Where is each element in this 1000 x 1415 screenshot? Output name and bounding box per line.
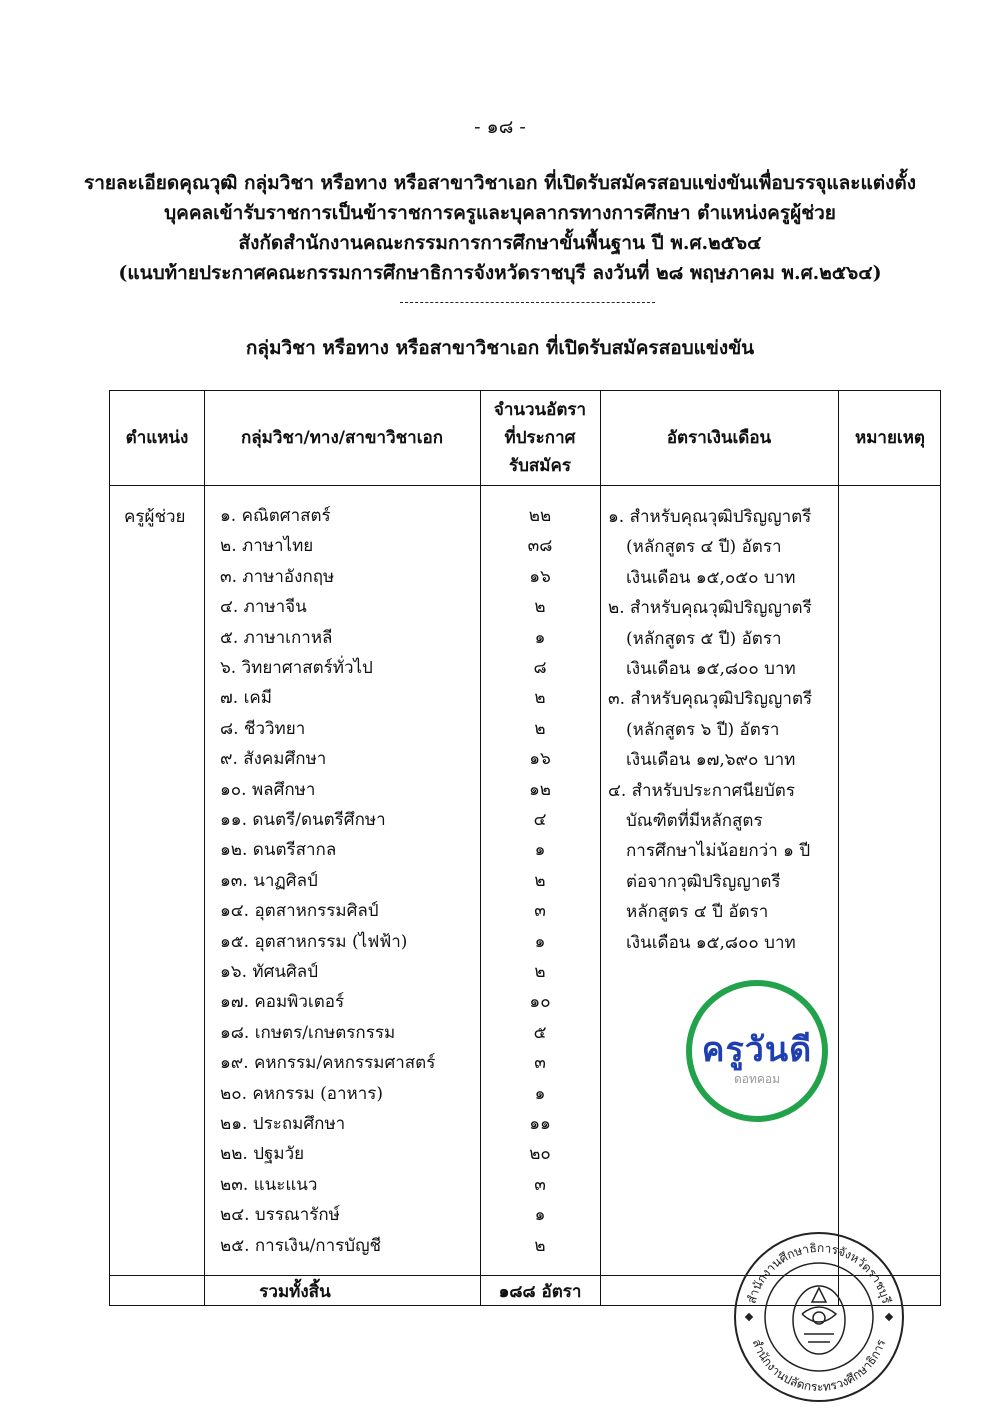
salary-cell xyxy=(600,502,840,958)
position-count: ๘ xyxy=(533,658,547,678)
header-line-2: บุคคลเข้ารับราชการเป็นข้าราชการครูและบุคลากรทางการศึกษา ตำแหน่งครูผู้ช่วย xyxy=(164,202,836,224)
salary-line: ๒. สำหรับคุณวุฒิปริญญาตรี xyxy=(608,598,812,619)
position-count: ๒ xyxy=(534,870,546,891)
subject-name: ๑๘. เกษตร/เกษตรกรรม xyxy=(220,1022,396,1043)
table-subtitle: กลุ่มวิชา หรือทาง หรือสาขาวิชาเอก ที่เปิดรับสมัครสอบแข่งขัน xyxy=(245,337,755,359)
subject-name: ๔. ภาษาจีน xyxy=(220,597,307,618)
page-number: - ๑๘ - xyxy=(474,116,526,138)
position-count: ๒๒ xyxy=(528,506,552,526)
salary-line: (หลักสูตร ๖ ปี) อัตรา xyxy=(626,719,780,740)
subject-name: ๘. ชีววิทยา xyxy=(220,718,306,739)
header-position: ตำแหน่ง xyxy=(125,428,189,448)
subject-name: ๙. สังคมศึกษา xyxy=(220,749,327,770)
salary-line: เงินเดือน ๑๕,๘๐๐ บาท xyxy=(626,659,796,680)
header-count xyxy=(480,391,600,485)
subject-name: ๒๒. ปฐมวัย xyxy=(220,1144,305,1165)
salary-line: บัณฑิตที่มีหลักสูตร xyxy=(626,811,763,832)
positions-table xyxy=(109,390,941,1306)
total-value: ๑๘๘ อัตรา xyxy=(498,1282,582,1302)
position-count: ๑๑ xyxy=(529,1114,551,1134)
position-count: ๓ xyxy=(534,1053,546,1074)
salary-line: (หลักสูตร ๔ ปี) อัตรา xyxy=(626,537,782,558)
table-row xyxy=(110,1200,942,1230)
table-row xyxy=(110,1139,942,1169)
subject-name: ๒๓. แนะแนว xyxy=(220,1174,318,1195)
position-count: ๑ xyxy=(534,931,546,952)
seal-ornament-icon xyxy=(745,1313,893,1321)
header-line-3: สังกัดสำนักงานคณะกรรมการการศึกษาขั้นพื้นฐาน ปี พ.ศ.๒๕๖๔ xyxy=(238,232,762,254)
seal-emblem-icon xyxy=(793,1286,845,1354)
subject-name: ๓. ภาษาอังกฤษ xyxy=(220,566,335,587)
subject-name: ๑๓. นาฏศิลป์ xyxy=(220,870,318,891)
subject-name: ๑. คณิตศาสตร์ xyxy=(220,506,331,526)
position-count: ๑๖ xyxy=(529,749,551,770)
salary-line: ๓. สำหรับคุณวุฒิปริญญาตรี xyxy=(608,689,813,710)
subject-name: ๒๐. คหกรรม (อาหาร) xyxy=(220,1083,384,1104)
position-count: ๒ xyxy=(534,718,546,739)
subject-name: ๑๐. พลศึกษา xyxy=(220,779,316,800)
header-line-1: รายละเอียดคุณวุฒิ กลุ่มวิชา หรือทาง หรือสาขาวิชาเอก ที่เปิดรับสมัครสอบแข่งขันเพื่อบรรจุและแต่งตั้ง xyxy=(84,172,916,194)
header-count-line: ที่ประกาศ xyxy=(504,428,576,448)
header-divider xyxy=(400,302,655,303)
table-row xyxy=(110,1170,942,1200)
header-remark: หมายเหตุ xyxy=(855,428,925,448)
header-subject: กลุ่มวิชา/ทาง/สาขาวิชาเอก xyxy=(240,428,444,448)
subject-name: ๒๔. บรรณารักษ์ xyxy=(220,1205,340,1226)
position-count: ๑ xyxy=(534,840,546,861)
salary-line: การศึกษาไม่น้อยกว่า ๑ ปี xyxy=(626,841,811,862)
salary-line: เงินเดือน ๑๕,๘๐๐ บาท xyxy=(626,932,796,953)
salary-line: ๑. สำหรับคุณวุฒิปริญญาตรี xyxy=(608,507,812,527)
position-cell: ครูผู้ช่วย xyxy=(124,507,186,527)
salary-line: เงินเดือน ๑๗,๖๙๐ บาท xyxy=(626,750,796,771)
subject-name: ๖. วิทยาศาสตร์ทั่วไป xyxy=(220,658,373,678)
position-count: ๓ xyxy=(534,901,546,922)
position-count: ๑ xyxy=(534,1205,546,1226)
position-count: ๑๐ xyxy=(529,992,551,1013)
position-count: ๓ xyxy=(534,1174,546,1195)
position-count: ๕ xyxy=(533,1022,547,1043)
position-count: ๑ xyxy=(534,1083,546,1104)
header-count-line: จำนวนอัตรา xyxy=(493,400,587,420)
subject-name: ๗. เคมี xyxy=(220,688,272,709)
subject-name: ๑๑. ดนตรี/ดนตรีศึกษา xyxy=(220,810,386,830)
position-count: ๒๐ xyxy=(529,1144,551,1165)
subject-name: ๑๙. คหกรรม/คหกรรมศาสตร์ xyxy=(220,1053,436,1074)
position-count: ๒ xyxy=(534,962,546,982)
position-count: ๓๘ xyxy=(527,536,553,557)
salary-line: เงินเดือน ๑๕,๐๕๐ บาท xyxy=(626,567,796,588)
official-seal-stamp xyxy=(732,1230,906,1404)
seal-top-text: สำนักงานศึกษาธิการจังหวัดราชบุรี xyxy=(744,1240,894,1306)
subject-name: ๕. ภาษาเกาหลี xyxy=(220,627,333,648)
position-count: ๔ xyxy=(533,810,547,830)
subject-name: ๒๑. ประถมศึกษา xyxy=(220,1114,346,1134)
watermark-badge xyxy=(686,980,828,1122)
subject-name: ๒. ภาษาไทย xyxy=(220,536,314,557)
position-count: ๒ xyxy=(534,688,546,709)
seal-bottom-text: สำนักงานปลัดกระทรวงศึกษาธิการ xyxy=(749,1337,889,1395)
salary-line: หลักสูตร ๔ ปี อัตรา xyxy=(626,902,769,923)
watermark-subtitle: ดอทคอม xyxy=(733,1072,781,1086)
salary-line: ๔. สำหรับประกาศนียบัตร xyxy=(608,780,795,801)
watermark-title: ครูวันดี xyxy=(701,1030,813,1070)
position-count: ๑๖ xyxy=(529,566,551,587)
subject-name: ๑๕. อุตสาหกรรม (ไฟฟ้า) xyxy=(220,931,408,952)
subject-name: ๑๖. ทัศนศิลป์ xyxy=(220,962,319,982)
header-salary: อัตราเงินเดือน xyxy=(666,428,772,448)
header-line-4: (แนบท้ายประกาศคณะกรรมการศึกษาธิการจังหวัดราชบุรี ลงวันที่ ๒๘ พฤษภาคม พ.ศ.๒๕๖๔) xyxy=(118,262,882,284)
position-count: ๒ xyxy=(534,597,546,618)
table-row xyxy=(110,1109,942,1139)
header-count-line: รับสมัคร xyxy=(508,456,571,476)
header-bottom-border xyxy=(110,485,940,486)
table-row xyxy=(110,957,942,987)
subject-name: ๒๕. การเงิน/การบัญชี xyxy=(220,1235,382,1256)
subject-name: ๑๔. อุตสาหกรรมศิลป์ xyxy=(220,901,379,922)
salary-line: (หลักสูตร ๕ ปี) อัตรา xyxy=(626,628,782,649)
salary-line: ต่อจากวุฒิปริญญาตรี xyxy=(626,871,781,892)
subject-name: ๑๒. ดนตรีสากล xyxy=(220,840,337,861)
total-label: รวมทั้งสิ้น xyxy=(259,1282,331,1302)
position-count: ๑ xyxy=(534,627,546,648)
subject-name: ๑๗. คอมพิวเตอร์ xyxy=(220,992,345,1013)
position-count: ๒ xyxy=(534,1235,546,1256)
position-count: ๑๒ xyxy=(529,779,551,800)
